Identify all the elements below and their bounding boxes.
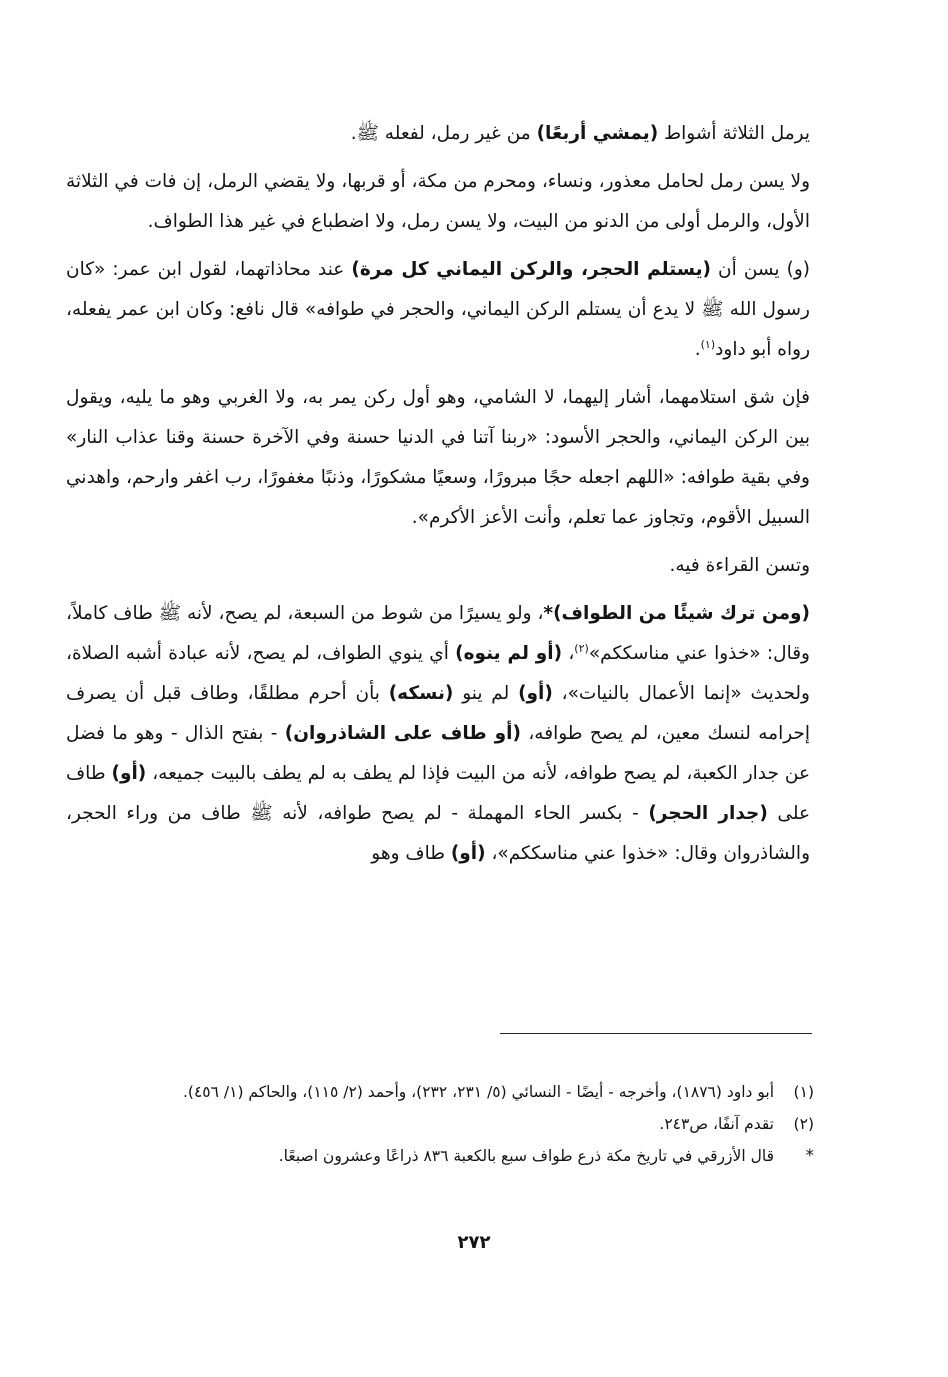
matn-text: (أو لم ينوه): [455, 643, 563, 664]
footnote-text: تقدم آنفًا، ص٢٤٣.: [659, 1115, 774, 1133]
footnote-ref[interactable]: (٢): [574, 641, 589, 655]
footnote-1: [66, 1078, 814, 1106]
text-run: طاف على: [66, 763, 811, 824]
matn-text: (نسكه): [388, 683, 454, 704]
text-run: - بكسر الحاء المهملة - لم يصح طوافه، لأنه ﷺ طاف من وراء الحجر، والشاذروان وقال: «خذوا عني مناسككم»،: [66, 803, 810, 864]
paragraph-3: [66, 250, 810, 370]
text-run: لم ينو: [453, 683, 519, 704]
text-run: من غير رمل، لفعله ﷺ.: [350, 123, 537, 144]
paragraph-5: وتسن القراءة فيه.: [669, 555, 810, 576]
matn-text: (أو): [450, 843, 486, 864]
matn-text: (أو): [111, 763, 147, 784]
text-run: .: [694, 339, 701, 360]
footnote-text: أبو داود (١٨٧٦)، وأخرجه - أيضًا - النسائي (٥/ ٢٣١، ٢٣٢)، وأحمد (٢/ ١١٥)، والحاكم (١/ ٤٥٦).: [183, 1083, 774, 1101]
text-run: أي ينوي الطواف، لم يصح، لأنه عبادة أشبه الصلاة، ولحديث «إنما الأعمال بالنيات»،: [66, 643, 810, 704]
text-run: (و) يسن أن: [710, 259, 810, 280]
matn-text: (يمشي أربعًا): [536, 123, 659, 144]
footnote-number: (١): [793, 1083, 814, 1101]
footnotes: [66, 1078, 814, 1174]
footnote-2: [66, 1110, 814, 1138]
text-run: - بفتح الذال - وهو ما فضل عن جدار الكعبة، لم يصح طوافه، لأنه من البيت فإذا لم يطف به لم يطف بالبيت جميعه،: [66, 723, 810, 784]
text-run: ، ولو يسيرًا من شوط من السبعة، لم يصح، لأنه ﷺ طاف كاملاً، وقال: «خذوا عني مناسككم»: [66, 603, 810, 664]
paragraph-4: فإن شق استلامهما، أشار إليهما، لا الشامي، وهو أول ركن يمر به، ولا الغربي وهو ما يليه، ويقول بين الركن اليماني، والحجر الأسود: «ربنا آتنا في الدنيا حسنة وفي الآخرة حسنة وقنا عذاب النار» وفي بقية طوافه: «اللهم اجعله حجًا مبرورًا، وسعيًا مشكورًا، وذنبًا مغفورًا، رب اغفر وارحم، واهدني السبيل الأقوم، وتجاوز عما تعلم، وأنت الأعز الأكرم».: [66, 387, 810, 528]
text-run: يرمل الثلاثة أشواط: [658, 123, 810, 144]
footnote-ref[interactable]: (١): [700, 337, 716, 351]
matn-text: (ومن ترك شيئًا من الطواف)*: [543, 603, 811, 624]
text-run: بأن أحرم مطلقًا، وطاف قبل أن يصرف إحرامه لنسك معين، لم يصح طوافه،: [66, 683, 810, 744]
text-run: طاف وهو: [371, 843, 451, 864]
matn-text: (يستلم الحجر، والركن اليماني كل مرة): [351, 259, 711, 280]
footnote-text: قال الأزرقي في تاريخ مكة ذرع طواف سبع بالكعبة ٨٣٦ ذراعًا وعشرون اصبعًا.: [278, 1147, 774, 1165]
text-run: عند محاذاتهما، لقول ابن عمر: «كان رسول الله ﷺ لا يدع أن يستلم الركن اليماني، والحجر في طوافه» قال نافع: وكان ابن عمر يفعله، رواه أبو داود: [66, 259, 810, 360]
paragraph-2: ولا يسن رمل لحامل معذور، ونساء، ومحرم من مكة، أو قربها، ولا يقضي الرمل، إن فات في الثلاثة الأول، والرمل أولى من الدنو من البيت، ولا يسن رمل، ولا اضطباع في غير هذا الطواف.: [66, 171, 810, 232]
footnote-divider: [500, 1033, 812, 1034]
paragraph-1: [66, 114, 810, 154]
text-run: ،: [562, 643, 575, 664]
asterisk-marker: *: [805, 1146, 814, 1166]
matn-text: (جدار الحجر): [648, 803, 768, 824]
footnote-number: (٢): [793, 1115, 814, 1133]
footnote-star: [66, 1142, 814, 1170]
main-text: [66, 114, 810, 882]
matn-text: (أو): [518, 683, 553, 704]
paragraph-6: [66, 594, 810, 874]
matn-text: (أو طاف على الشاذروان): [284, 723, 521, 744]
page-number: ٢٧٢: [457, 1232, 491, 1253]
